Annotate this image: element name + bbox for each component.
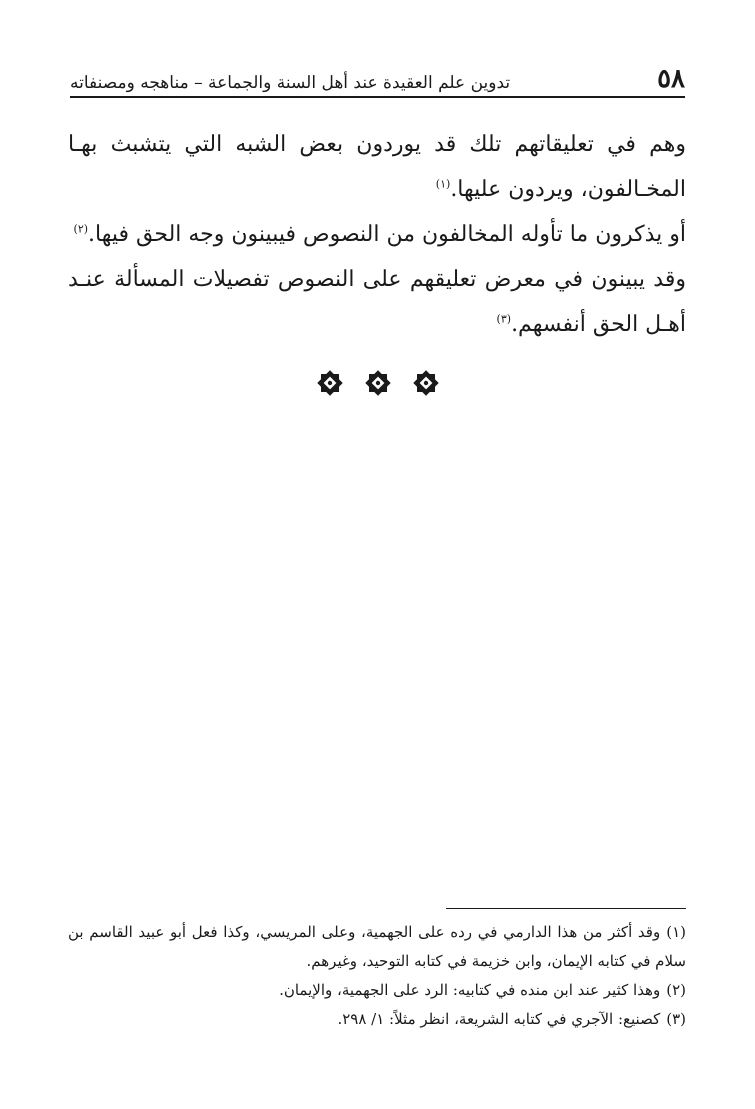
paragraph — [68, 212, 686, 257]
star-ornament-icon — [411, 368, 441, 398]
footnote-text: وهذا كثير عند ابن منده في كتابيه: الرد على الجهمية، والإيمان. — [279, 981, 661, 999]
main-text — [68, 122, 686, 347]
paragraph-text: وهم في تعليقاتهم تلك قد يوردون بعض الشبه التي يتشبث بهـا المخـالفون، ويردون عليها. — [68, 132, 686, 202]
section-divider — [0, 368, 755, 408]
footnote-number: (١) — [666, 923, 686, 941]
footnote — [68, 976, 686, 1005]
star-ornament-icon — [315, 368, 345, 398]
footnote — [68, 918, 686, 976]
footnote-number: (٢) — [666, 981, 686, 999]
paragraph — [68, 257, 686, 347]
star-ornament-icon — [363, 368, 393, 398]
running-header — [70, 62, 685, 98]
footnote — [68, 1005, 686, 1034]
footnote-text: وقد أكثر من هذا الدارمي في رده على الجهمية، وعلى المريسي، وكذا فعل أبو عبيد القاسم بن سلام في كتابه الإيمان، وابن خزيمة في كتابه التوحيد، وغيرهم. — [68, 923, 686, 970]
footnote-number: (٣) — [666, 1010, 686, 1028]
page-number: ٥٨ — [657, 64, 685, 94]
paragraph — [68, 122, 686, 212]
footnote-reference: (٣) — [496, 312, 512, 326]
footnote-text: كصنيع: الآجري في كتابه الشريعة، انظر مثلاً: ١/ ٢٩٨. — [337, 1010, 661, 1028]
paragraph-text: أو يذكرون ما تأوله المخالفون من النصوص فيبينون وجه الحق فيها. — [88, 222, 686, 247]
footnote-separator — [446, 908, 686, 909]
footnote-reference: (١) — [435, 177, 451, 191]
header-title: تدوين علم العقيدة عند أهل السنة والجماعة – مناهجه ومصنفاته — [70, 73, 511, 93]
paragraph-text: وقد يبينون في معرض تعليقهم على النصوص تفصيلات المسألة عنـد أهـل الحق أنفسهم. — [68, 267, 686, 337]
footnotes — [68, 918, 686, 1034]
footnote-reference: (٢) — [73, 222, 89, 236]
